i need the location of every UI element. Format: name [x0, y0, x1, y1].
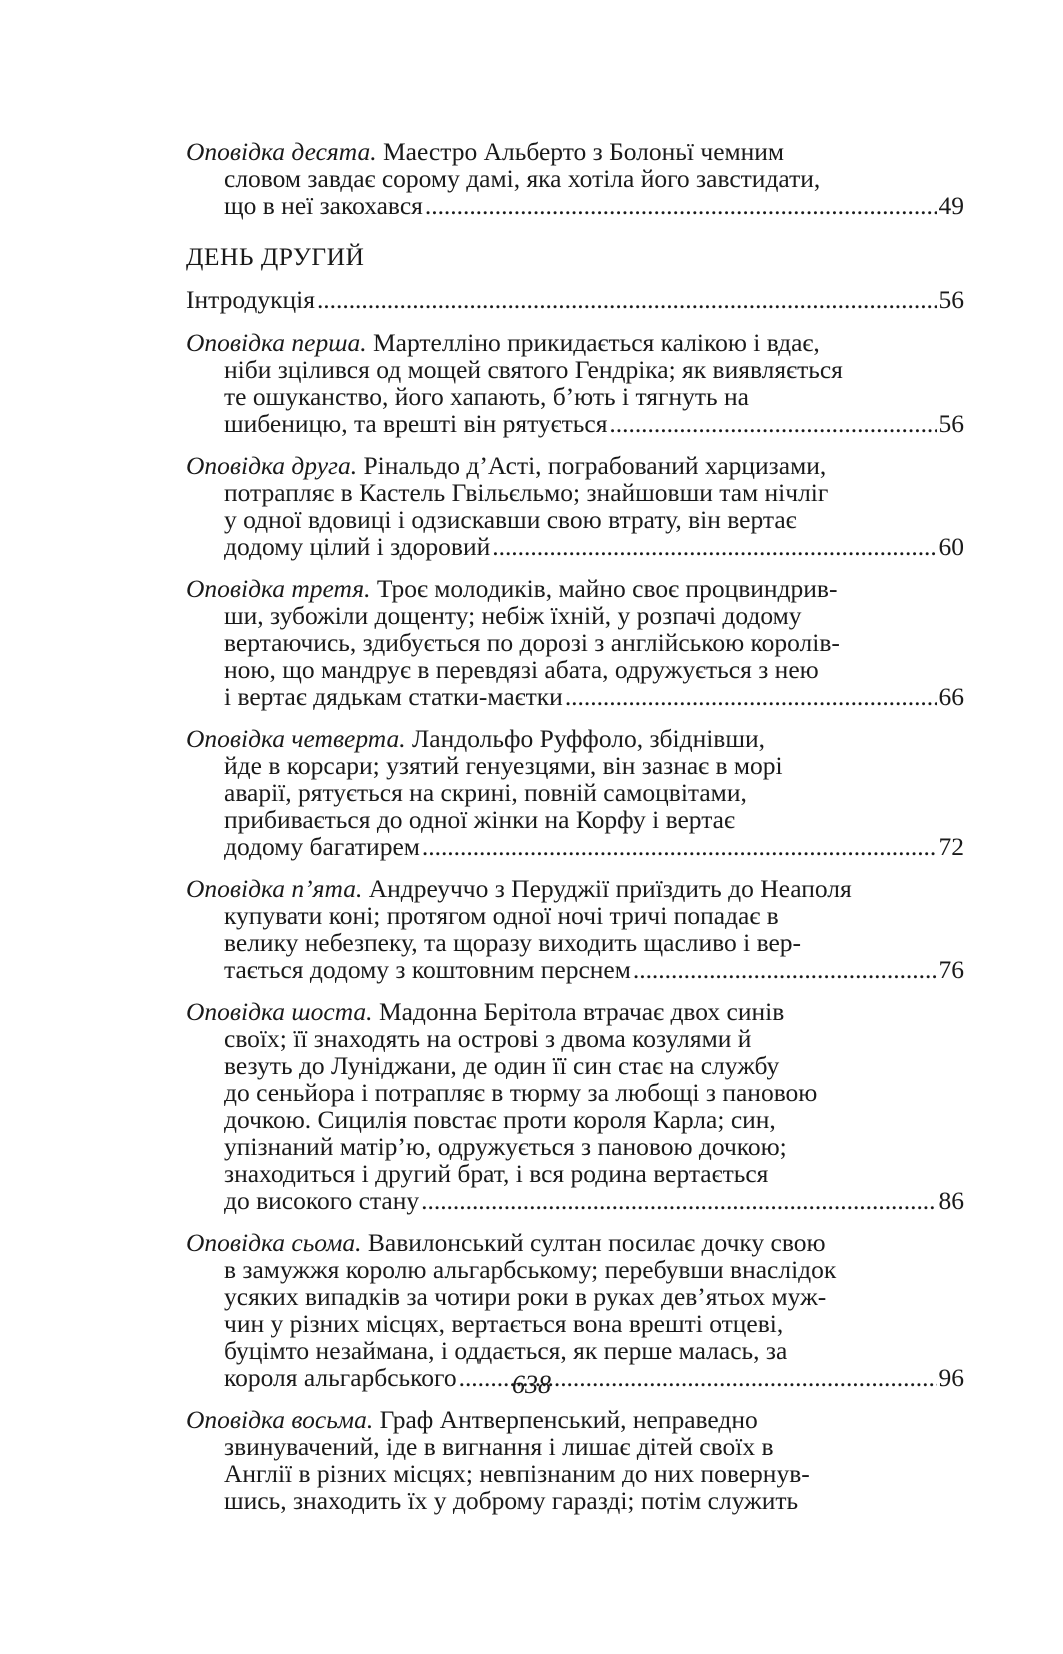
entry-line: купувати коні; протягом одної ночі тричі попадає в: [224, 901, 779, 930]
toc-intro-entry: [186, 286, 964, 313]
entry-text: Граф Антверпенський, неправедно: [373, 1405, 758, 1434]
entry-line: у одної вдовиці і одзискавши свою втрату, він вертає: [224, 505, 797, 534]
entry-page-number: 60: [938, 532, 964, 561]
page-number: 638: [512, 1370, 551, 1399]
entry-text: Троє молодиків, майно своє процвиндрив-: [370, 574, 838, 603]
dot-leader: [492, 533, 936, 560]
entry-lead: Оповідка шоста.: [186, 997, 373, 1026]
toc-entry: [186, 138, 964, 219]
entry-line: ною, що мандрує в перевдязі абата, одружується з нею: [224, 655, 819, 684]
entry-lead: Оповідка восьма.: [186, 1405, 374, 1434]
entry-line: в замужжя королю альгарбському; перебувши внаслідок: [224, 1255, 837, 1284]
entry-last-line: [224, 956, 964, 983]
entry-line: шись, знаходить їх у доброму гаразді; потім служить: [224, 1486, 799, 1515]
dot-leader: [633, 956, 937, 983]
entry-lead: Оповідка четверта.: [186, 724, 406, 753]
entry-line: усяких випадків за чотири роки в руках дев’ятьох муж-: [224, 1282, 827, 1311]
entry-text: до високого стану: [224, 1186, 420, 1215]
entry-page-number: 56: [938, 409, 964, 438]
dot-leader: [317, 286, 937, 313]
entry-text: шибеницю, та врешті він рятується: [224, 409, 608, 438]
entry-lead: Оповідка десята.: [186, 137, 377, 166]
dot-leader: [422, 833, 937, 860]
toc-entry: [186, 329, 964, 437]
entry-last-line: [224, 683, 964, 710]
entry-line: Англії в різних місцях; невпізнаним до них повернув-: [224, 1459, 810, 1488]
entry-text: Вавилонський султан посилає дочку свою: [361, 1228, 826, 1257]
entry-lead: Оповідка перша.: [186, 328, 367, 357]
entry-page-number: 76: [938, 955, 964, 984]
entry-first-line: [186, 137, 964, 166]
entry-line: упізнаний матір’ю, одружується з пановою дочкою;: [224, 1132, 787, 1161]
toc-entry: [186, 1406, 964, 1514]
entry-text: Мадонна Берітола втрачає двох синів: [372, 997, 785, 1026]
entry-first-line: [186, 574, 964, 603]
entry-text: і вертає дядькам статки-маєтки: [224, 682, 563, 711]
entry-line: дочкою. Сицилія повстає проти короля Карла; син,: [224, 1105, 776, 1134]
table-of-contents: [186, 138, 964, 1529]
entry-first-line: [186, 451, 964, 480]
toc-entry: [186, 998, 964, 1214]
entry-text: Мартелліно прикидається калікою і вдає,: [366, 328, 820, 357]
entry-line: своїх; її знаходять на острові з двома козулями й: [224, 1024, 752, 1053]
entry-first-line: [186, 724, 964, 753]
entry-first-line: [186, 997, 964, 1026]
dot-leader: [421, 1187, 936, 1214]
entry-last-line: [224, 410, 964, 437]
entry-line: везуть до Луніджани, де один її син стає на службу: [224, 1051, 780, 1080]
entry-page-number: 96: [938, 1363, 964, 1392]
entry-last-line: [224, 533, 964, 560]
toc-entry: [186, 875, 964, 983]
entry-first-line: [186, 1228, 964, 1257]
entry-text: тається додому з коштовним перснем: [224, 955, 631, 984]
toc-entry: [186, 725, 964, 860]
entry-text: Андреуччо з Перуджії приїздить до Неаполя: [362, 874, 852, 903]
entry-text: Ландольфо Руффоло, збіднівши,: [405, 724, 765, 753]
entry-text: додому багатирем: [224, 832, 420, 861]
entry-line: аварії, рятується на скрині, повній самоцвітами,: [224, 778, 747, 807]
dot-leader: [609, 410, 936, 437]
entry-text: Рінальдо д’Асті, пограбований харцизами,: [357, 451, 827, 480]
entry-text: короля альгарбського: [224, 1363, 457, 1392]
entry-last-line: [224, 192, 964, 219]
entry-first-line: [186, 328, 964, 357]
entry-first-line: [186, 874, 964, 903]
toc-entry: [186, 452, 964, 560]
entry-line: звинувачений, іде в вигнання і лишає дітей своїх в: [224, 1432, 774, 1461]
entry-page-number: 72: [938, 832, 964, 861]
entry-line: прибивається до одної жінки на Корфу і вертає: [224, 805, 735, 834]
toc-entry: [186, 1229, 964, 1391]
entry-last-line: [186, 286, 964, 313]
entry-line: ніби зцілився од мощей святого Гендріка; як виявляється: [224, 355, 843, 384]
entry-line: до сеньйора і потрапляє в тюрму за любощі з пановою: [224, 1078, 818, 1107]
section-heading: ДЕНЬ ДРУГИЙ: [186, 242, 365, 271]
entry-line: чин у різних місцях, вертається вона врешті отцеві,: [224, 1309, 784, 1338]
entry-line: знаходиться і другий брат, і вся родина вертається: [224, 1159, 769, 1188]
entry-page-number: 56: [938, 285, 964, 314]
entry-last-line: [224, 1187, 964, 1214]
entry-lead: Оповідка п’ята.: [186, 874, 363, 903]
entry-lead: Оповідка друга.: [186, 451, 358, 480]
entry-page-number: 86: [938, 1186, 964, 1215]
intro-label: Інтродукція: [186, 285, 315, 314]
entry-line: велику небезпеку, та щоразу виходить щасливо і вер-: [224, 928, 802, 957]
entry-line: ши, зубожіли дощенту; небіж їхній, у розпачі додому: [224, 601, 802, 630]
entry-first-line: [186, 1405, 964, 1434]
entry-text: що в неї закохався: [224, 191, 423, 220]
entry-page-number: 49: [938, 191, 964, 220]
entry-line: йде в корсари; узятий генуезцями, він зазнає в морі: [224, 751, 783, 780]
entry-line: буцімто незаймана, і оддається, як перше малась, за: [224, 1336, 788, 1365]
entry-line: те ошуканство, його хапають, б’ють і тягнуть на: [224, 382, 750, 411]
dot-leader: [565, 683, 937, 710]
entry-text: додому цілий і здоровий: [224, 532, 491, 561]
entry-lead: Оповідка третя.: [186, 574, 371, 603]
toc-entry: [186, 575, 964, 710]
entry-line: вертаючись, здибується по дорозі з англійською королів-: [224, 628, 840, 657]
entry-page-number: 66: [938, 682, 964, 711]
entry-lead: Оповідка сьома.: [186, 1228, 362, 1257]
dot-leader: [425, 192, 937, 219]
entry-last-line: [224, 833, 964, 860]
entry-text: Маестро Альберто з Болоньї чемним: [376, 137, 785, 166]
entry-line: потрапляє в Кастель Гвільєльмо; знайшовши там нічліг: [224, 478, 829, 507]
entry-line: словом завдає сорому дамі, яка хотіла його завстидати,: [224, 164, 821, 193]
